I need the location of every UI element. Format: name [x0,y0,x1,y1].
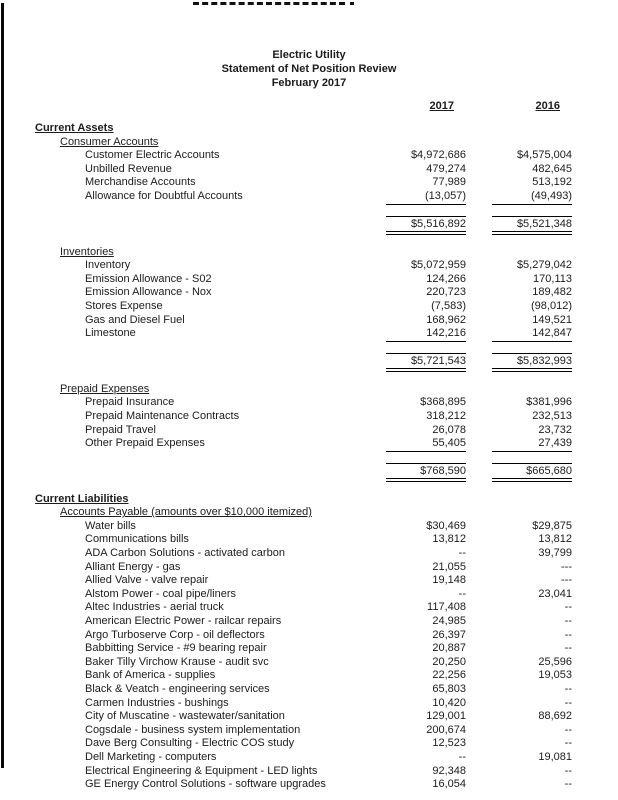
row-label: Prepaid Expenses [60,382,150,395]
row-label: Accounts Payable (amounts over $10,000 itemized) [60,506,312,519]
amount-2017: 200,674 [426,723,466,736]
amount-2017 [386,246,466,260]
amount-2017: 92,348 [432,764,466,777]
amount-2016: 39,799 [538,547,572,560]
amount-2016: 19,081 [538,750,572,763]
amount-2017: 77,989 [432,176,466,189]
column-header-2017: 2017 [429,100,454,112]
amount-2017: 220,723 [426,286,466,299]
row-spacer [0,451,618,463]
amount-2016: $29,875 [532,519,572,532]
amount-2016: 232,513 [532,409,572,422]
amount-2016 [492,383,572,397]
amount-2016: (98,012) [531,299,572,312]
amount-2016: 149,521 [532,313,572,326]
amount-2017: 13,812 [432,533,466,546]
amount-2017: 142,216 [386,327,466,342]
scan-artifact-edge-line [1,3,4,768]
amount-2016: 482,645 [532,162,572,175]
row-label: Current Assets [35,122,114,134]
amount-2017: 24,985 [432,615,466,628]
statement-row [0,410,618,424]
statement-row [0,396,618,410]
row-label: Emission Allowance - Nox [85,286,212,299]
amount-2016: -- [564,764,572,777]
amount-2016: 13,812 [538,533,572,546]
amount-2017: 168,962 [426,313,466,326]
statement-row [0,259,618,273]
statement-row [0,437,618,451]
row-label: Customer Electric Accounts [85,149,220,162]
amount-2017 [386,493,466,507]
total-row [0,463,618,481]
row-label [0,353,360,372]
statement-row [0,273,618,287]
total-row [0,353,618,371]
amount-2016: -- [564,615,572,628]
statement-row [0,574,618,588]
amount-2017: $768,590 [386,463,466,482]
row-label: Inventories [60,245,114,258]
amount-2016: 513,192 [532,176,572,189]
amount-2016: 170,113 [533,272,572,285]
row-spacer [0,234,618,246]
amount-2016 [492,246,572,260]
row-spacer [0,481,618,493]
statement-row [0,683,618,697]
amount-2016: $5,279,042 [516,259,572,272]
amount-2017: $5,516,892 [386,216,466,235]
amount-2016 [492,506,572,520]
statement-row [0,163,618,177]
statement-row [0,765,618,779]
amount-2017: 22,256 [432,669,466,682]
row-label: Electrical Engineering & Equipment - LED lights [85,764,318,777]
amount-2017: 124,266 [426,272,466,285]
row-label: Dave Berg Consulting - Electric COS study [85,737,295,750]
column-header-spacer [0,100,360,114]
amount-2017: 19,148 [432,574,466,587]
amount-2017: -- [458,750,466,763]
amount-2017: 26,397 [432,628,466,641]
row-label: Argo Turboserve Corp - oil deflectors [85,628,265,641]
amount-2017: 117,408 [427,601,466,614]
amount-2016: 27,439 [492,437,572,452]
amount-2016: -- [564,642,572,655]
amount-2017: 129,001 [426,710,466,723]
row-label: Gas and Diesel Fuel [85,313,185,326]
statement-row [0,533,618,547]
statement-row [0,149,618,163]
amount-2017: $30,469 [426,519,466,532]
amount-2016: 189,482 [532,286,572,299]
amount-2017: -- [458,547,466,560]
statement-row [0,506,618,520]
statement-row [0,190,618,204]
amount-2016: $5,832,993 [492,353,572,372]
statement-row [0,737,618,751]
statement-row [0,383,618,397]
amount-2016: --- [561,574,572,587]
page-title-line-1: Electric Utility [272,49,346,61]
amount-2017: $368,895 [420,396,466,409]
statement-row [0,547,618,561]
row-label: Current Liabilities [35,492,129,505]
amount-2017: 20,887 [432,642,466,655]
amount-2016: $381,996 [526,396,572,409]
amount-2017 [386,122,466,136]
row-label: Black & Veatch - engineering services [85,683,270,695]
statement-row [0,656,618,670]
total-row [0,216,618,234]
row-label: Merchandise Accounts [85,176,196,189]
amount-2016: $4,575,004 [516,149,572,162]
amount-2017: 479,274 [426,162,466,175]
amount-2017: 12,523 [432,737,466,750]
row-label: Inventory [85,259,131,272]
amount-2016: -- [564,737,572,750]
row-spacer [0,341,618,353]
row-label: Babbitting Service - #9 bearing repair [85,642,267,655]
scan-artifact-dot [350,2,354,5]
statement-row [0,493,618,507]
amount-2016: --- [561,560,572,573]
amount-2016: $665,680 [492,463,572,482]
amount-2017: -- [458,587,466,600]
amount-2016: -- [564,628,572,641]
column-header-2016: 2016 [535,100,560,112]
row-label: Stores Expense [85,299,163,312]
amount-2017: (7,583) [431,299,466,312]
amount-2017: $5,072,959 [410,259,466,272]
row-label: Bank of America - supplies [85,669,216,682]
amount-2017: 20,250 [432,655,466,668]
row-label: GE Energy Control Solutions - software upgrades [85,778,326,791]
amount-2016: 19,053 [538,669,572,682]
row-label: Allied Valve - valve repair [85,574,209,587]
amount-2016 [492,122,572,136]
amount-2016: 25,596 [538,655,572,668]
row-label: Prepaid Insurance [85,396,175,409]
row-label: Other Prepaid Expenses [85,437,205,450]
amount-2016: 142,847 [492,327,572,342]
statement-row [0,122,618,136]
statement-row [0,246,618,260]
amount-2017: 55,405 [386,437,466,452]
row-label: Altec Industries - aerial truck [85,601,224,614]
statement-row [0,314,618,328]
row-label: Unbilled Revenue [85,162,172,175]
row-spacer [0,204,618,216]
page-title-line-2: Statement of Net Position Review [221,63,397,75]
amount-2016 [492,136,572,150]
row-label: Prepaid Maintenance Contracts [85,409,240,422]
amount-2016: 23,732 [538,423,572,436]
amount-2016: $5,521,348 [492,216,572,235]
row-label: Baker Tilly Virchow Krause - audit svc [85,655,269,668]
amount-2016 [492,493,572,507]
row-label: Consumer Accounts [60,135,159,148]
row-label: Carmen Industries - bushings [85,696,229,709]
amount-2016: 23,041 [538,587,572,600]
row-label: Alliant Energy - gas [85,560,181,573]
amount-2017 [386,383,466,397]
row-spacer [0,371,618,383]
amount-2017: 16,054 [432,778,466,791]
statement-row [0,286,618,300]
amount-2016: -- [564,601,572,614]
amount-2017: 26,078 [432,423,466,436]
statement-row [0,642,618,656]
scan-artifact-dashed-line [193,2,345,5]
amount-2016: 88,692 [538,710,572,723]
statement-row [0,601,618,615]
amount-2016: -- [564,696,572,709]
page-title-line-3: February 2017 [271,77,347,89]
amount-2017: 65,803 [432,683,466,695]
statement-row [0,724,618,738]
row-label: Communications bills [85,533,189,546]
row-label: Emission Allowance - S02 [85,272,212,285]
statement-row [0,669,618,683]
column-headers [0,100,618,114]
statement-row [0,629,618,643]
statement-row [0,520,618,534]
amount-2017: $5,721,543 [386,353,466,372]
amount-2016: -- [564,723,572,736]
statement-row [0,424,618,438]
row-label: City of Muscatine - wastewater/sanitation [85,710,285,723]
row-label: Prepaid Travel [85,423,156,436]
statement-row [0,136,618,150]
statement-row [0,327,618,341]
amount-2017: $4,972,686 [410,149,466,162]
statement-row [0,778,618,792]
amount-2017: 21,055 [432,560,466,573]
page-title [0,0,618,90]
amount-2016: -- [564,683,572,695]
statement-row [0,588,618,602]
statement-row [0,561,618,575]
statement-row [0,300,618,314]
statement-row [0,751,618,765]
row-label: Alstom Power - coal pipe/liners [85,587,237,600]
statement-row [0,710,618,724]
row-label: American Electric Power - railcar repairs [85,615,282,628]
statement-row [0,615,618,629]
row-label [0,463,360,482]
row-label: Limestone [85,327,136,340]
amount-2017: (13,057) [386,190,466,205]
statement-row [0,697,618,711]
row-label: Allowance for Doubtful Accounts [85,189,243,202]
amount-2017: 318,212 [426,409,466,422]
row-label [0,216,360,235]
row-label: ADA Carbon Solutions - activated carbon [85,547,285,560]
row-label: Dell Marketing - computers [85,750,217,763]
row-label: Cogsdale - business system implementation [85,723,301,736]
statement-row [0,176,618,190]
amount-2017 [386,506,466,520]
statement-body [0,122,618,792]
amount-2017: 10,420 [432,696,466,709]
amount-2016: -- [564,778,572,791]
amount-2017 [386,136,466,150]
amount-2016: (49,493) [492,190,572,205]
row-label: Water bills [85,519,136,532]
